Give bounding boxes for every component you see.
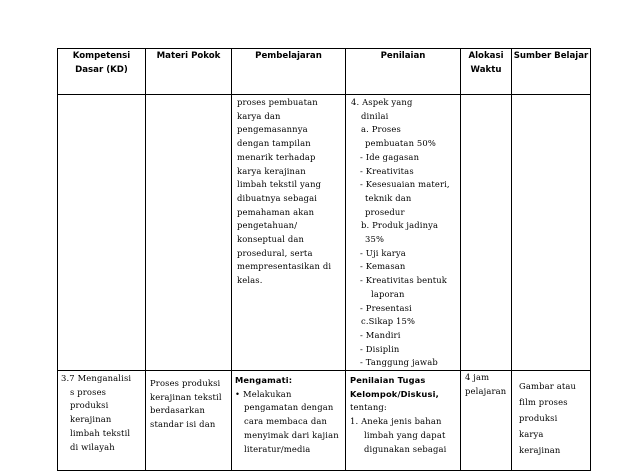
materi-text [150,377,229,432]
header-row [58,49,591,95]
text-line: kerajinan [519,445,561,456]
text-line: - Tanggung jawab [360,357,438,368]
text-line: menyimak dari kajian [244,429,339,440]
penilaian-title [350,374,458,401]
text-line: limbah tekstil [70,427,131,438]
text-line: - Ide gagasan [360,151,420,162]
text-line: 4 jam [465,372,490,383]
materi-cell-empty [146,95,232,371]
sumber-cell [512,371,591,471]
alokasi-text [465,371,509,398]
pembelajaran-text [235,401,343,456]
text-line: pemahaman akan [237,206,315,217]
text-line: teknik dan [365,192,412,203]
text-line: - Kesesuaian materi, [360,179,450,190]
text-line: kerajinan tekstil [150,391,222,402]
text-line: pengamatan dengan [244,402,334,413]
header-sumber: Sumber Belajar [512,49,591,95]
text-line: literatur/media [244,443,311,454]
text-line: menarik terhadap [237,151,316,162]
sumber-cell-empty [512,95,591,371]
text-line: mempresentasikan di [237,261,332,272]
text-line: prosedur [365,206,405,217]
text-line: pengetahuan/ [237,220,298,231]
text-line: pelajaran [465,385,507,396]
header-materi: Materi Pokok [146,49,232,95]
text-line: 4. Aspek yang [351,97,413,107]
text-line: Proses produksi [150,378,221,389]
materi-cell [146,371,232,471]
text-line: - Presentasi [360,302,412,313]
text-line: kelas. [237,275,263,286]
header-penilaian: Penilaian [346,49,461,95]
pembelajaran-text [237,96,341,288]
pembelajaran-cell [232,371,346,471]
text-line: - Uji karya [360,247,406,258]
text-line: Gambar atau [519,381,577,392]
text-line: standar isi dan [150,419,216,430]
penilaian-tentang: tentang: [350,402,387,413]
text-line: - Mandiri [360,329,401,340]
penilaian-text [350,429,458,456]
text-line: dinilai [361,110,389,121]
header-alokasi: Alokasi Waktu [461,49,512,95]
text-line: konseptual dan [237,234,305,245]
kd-cell-empty [58,95,146,371]
text-line: digunakan sebagai [364,443,447,454]
text-line: limbah tekstil yang [237,179,322,190]
text-line: berdasarkan [150,405,206,416]
text-line: kerajinan [70,414,112,425]
penilaian-cell [346,95,461,371]
mengamati-title: Mengamati: [235,375,293,386]
penilaian-cell [346,371,461,471]
text-line: dibuatnya sebagai [237,192,318,203]
syllabus-table [57,48,591,471]
alokasi-cell-empty [461,95,512,371]
text-line: di wilayah [70,441,115,452]
text-line: b. Produk jadinya [361,220,439,231]
text-line: 35% [365,234,385,245]
text-line: cara membaca dan [244,416,328,427]
text-line: - Kreativitas bentuk [360,275,448,286]
text-line: s proses [70,386,107,397]
sumber-text [519,378,588,458]
kd-line: 3.7 Menganalisi [61,373,132,384]
text-line: prosedural, serta [237,247,313,258]
text-line: produksi [519,413,558,424]
bullet-text: Melakukan [243,388,292,399]
text-line: a. Proses [361,124,401,135]
text-line: laporan [371,288,405,299]
text-line: pembuatan 50% [365,138,436,149]
header-pembelajaran: Pembelajaran [232,49,346,95]
table-row [58,371,591,471]
text-line: - Kreativitas [360,165,414,176]
text-line: produksi [70,400,109,411]
bullet-icon: • [235,388,241,399]
header-kd: Kompetensi Dasar (KD) [58,49,146,95]
penilaian-item: 1. Aneka jenis bahan [350,416,442,427]
text-line: karya dan [237,110,281,121]
text-line: c.Sikap 15% [361,316,416,327]
text-line: pengemasannya [237,124,308,135]
table-row [58,95,591,371]
bullet-item [235,388,343,402]
text-line: limbah yang dapat [364,429,446,440]
text-line: karya [519,429,544,440]
text-line: - Disiplin [360,343,400,354]
pembelajaran-cell [232,95,346,371]
alokasi-cell [461,371,512,471]
text-line: proses pembuatan [237,97,318,107]
text-line: Kelompok/Diskusi, [350,388,439,399]
text-line: - Kemasan [360,261,406,272]
text-line: Penilaian Tugas [350,375,426,386]
kd-cell [58,371,146,471]
text-line: karya kerajinan [237,165,306,176]
text-line: film proses [519,397,568,408]
text-line: dengan tampilan [237,138,311,149]
penilaian-text [351,96,458,370]
kd-text [61,386,143,455]
